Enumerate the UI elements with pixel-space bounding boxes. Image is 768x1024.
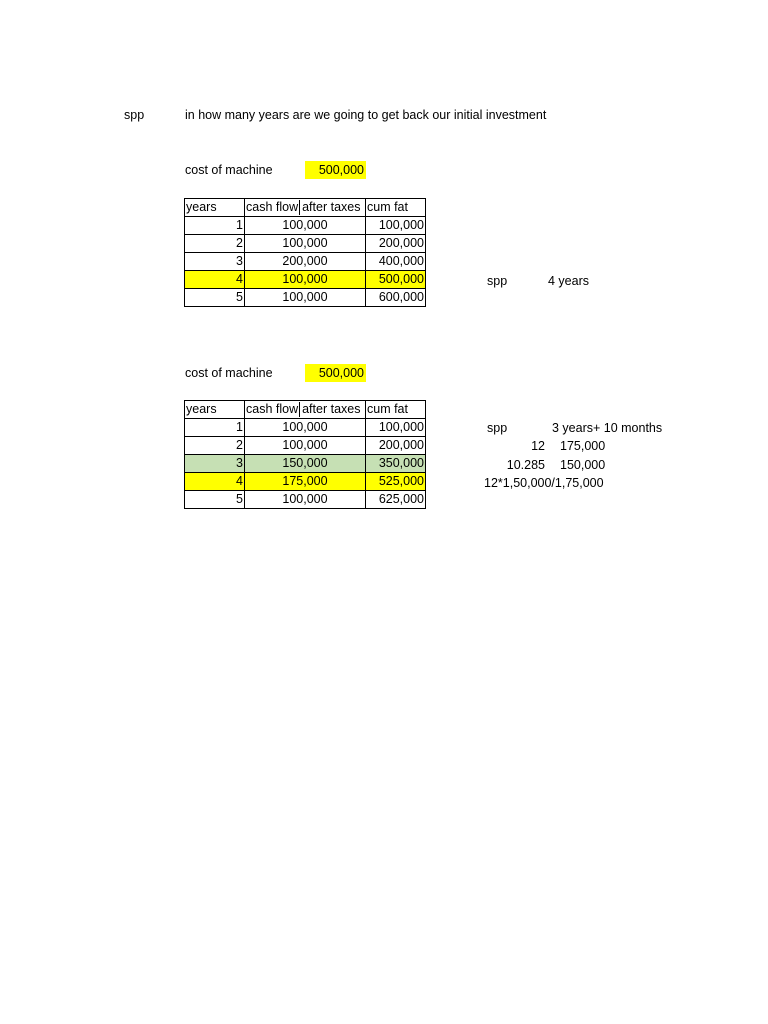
header-spp-label: spp [124, 108, 145, 122]
calc-formula: 12*1,50,000/1,75,000 [484, 476, 604, 490]
cell-cash: 150,000 [245, 455, 366, 473]
result-label-1: spp [487, 274, 508, 288]
cell-year: 5 [185, 491, 245, 509]
header-question: in how many years are we going to get back our initial investment [185, 108, 547, 122]
cell-cum: 100,000 [366, 217, 426, 235]
cell-cum: 400,000 [366, 253, 426, 271]
table-row [185, 217, 426, 235]
calc-result: 10.285 [506, 458, 545, 472]
cell-year: 5 [185, 289, 245, 307]
cell-year: 4 [185, 473, 245, 491]
table-row-highlighted [185, 473, 426, 491]
cell-year: 2 [185, 235, 245, 253]
cell-cash: 100,000 [245, 271, 366, 289]
table-row [185, 491, 426, 509]
cash-flow-table-1 [184, 198, 426, 307]
cell-cum: 625,000 [366, 491, 426, 509]
table-row [185, 235, 426, 253]
table-row [185, 437, 426, 455]
table-header-row [185, 401, 426, 419]
calc-remaining: 150,000 [560, 458, 606, 472]
cell-cum: 600,000 [366, 289, 426, 307]
header-years: years [185, 401, 245, 419]
cell-cash: 100,000 [245, 235, 366, 253]
header-cash-flow [245, 199, 366, 217]
cell-year: 2 [185, 437, 245, 455]
cell-cash: 200,000 [245, 253, 366, 271]
cost-label-1: cost of machine [185, 163, 273, 177]
cost-value-2: 500,000 [305, 364, 366, 382]
header-cash-flow-a: cash flow [246, 200, 299, 214]
cell-cash: 100,000 [245, 419, 366, 437]
cell-cash: 100,000 [245, 289, 366, 307]
header-cum-fat: cum fat [366, 401, 426, 419]
result-value-2: 3 years+ 10 months [552, 421, 663, 435]
cell-cum: 500,000 [366, 271, 426, 289]
cell-cum: 200,000 [366, 437, 426, 455]
cell-cum: 100,000 [366, 419, 426, 437]
table-row-highlighted-green [185, 455, 426, 473]
cell-year: 3 [185, 253, 245, 271]
header-years: years [185, 199, 245, 217]
cell-cash: 100,000 [245, 437, 366, 455]
cell-cash: 100,000 [245, 491, 366, 509]
cost-label-2: cost of machine [185, 366, 273, 380]
cell-year: 1 [185, 217, 245, 235]
table-row [185, 289, 426, 307]
cell-year: 3 [185, 455, 245, 473]
header-cash-flow [245, 401, 366, 419]
header-cum-fat: cum fat [366, 199, 426, 217]
table-row [185, 253, 426, 271]
cash-flow-table-2 [184, 400, 426, 509]
header-cash-flow-b: after taxes [302, 200, 361, 214]
result-value-1: 4 years [548, 274, 589, 288]
calc-months: 12 [531, 439, 545, 453]
calc-cash-year4: 175,000 [560, 439, 606, 453]
header-cash-flow-a: cash flow [246, 402, 299, 416]
cell-year: 1 [185, 419, 245, 437]
cell-cash: 175,000 [245, 473, 366, 491]
cell-cash: 100,000 [245, 217, 366, 235]
table-row [185, 419, 426, 437]
result-label-2: spp [487, 421, 508, 435]
cell-cum: 350,000 [366, 455, 426, 473]
cell-cum: 200,000 [366, 235, 426, 253]
cell-year: 4 [185, 271, 245, 289]
header-cash-flow-b: after taxes [302, 402, 361, 416]
table-header-row [185, 199, 426, 217]
table-row-highlighted [185, 271, 426, 289]
cost-value-1: 500,000 [305, 161, 366, 179]
cell-cum: 525,000 [366, 473, 426, 491]
